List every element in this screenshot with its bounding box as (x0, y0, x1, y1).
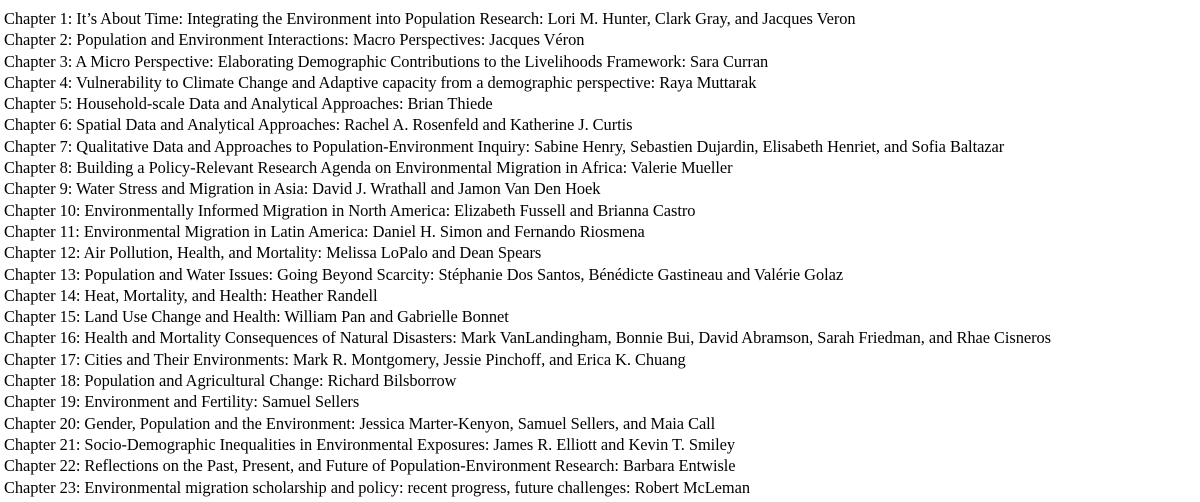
chapter-line-13: Chapter 13: Population and Water Issues: Going Beyond Scarcity: Stéphanie Dos Santos, Bénédicte Gastineau and Valérie Golaz (4, 264, 844, 284)
chapter-line-2: Chapter 2: Population and Environment Interactions: Macro Perspectives: Jacques Véron (4, 30, 585, 50)
chapter-line-18: Chapter 18: Population and Agricultural Change: Richard Bilsborrow (4, 371, 457, 391)
chapter-line-21: Chapter 21: Socio-Demographic Inequalities in Environmental Exposures: James R. Elliott and Kevin T. Smiley (4, 434, 736, 454)
chapter-line-20: Chapter 20: Gender, Population and the Environment: Jessica Marter-Kenyon, Samuel Sellers, and Maia Call (4, 413, 716, 433)
chapter-line-4: Chapter 4: Vulnerability to Climate Change and Adaptive capacity from a demographic perspective: Raya Muttarak (4, 72, 757, 92)
chapter-line-12: Chapter 12: Air Pollution, Health, and Mortality: Melissa LoPalo and Dean Spears (4, 243, 542, 263)
chapter-line-5: Chapter 5: Household-scale Data and Analytical Approaches: Brian Thiede (4, 94, 493, 114)
chapter-line-7: Chapter 7: Qualitative Data and Approaches to Population-Environment Inquiry: Sabine Henry, Sebastien Dujardin, Elisabeth Henriet, and Sofia Baltazar (4, 136, 1005, 156)
chapter-line-8: Chapter 8: Building a Policy-Relevant Research Agenda on Environmental Migration in Africa: Valerie Mueller (4, 158, 733, 178)
chapter-line-6: Chapter 6: Spatial Data and Analytical Approaches: Rachel A. Rosenfeld and Katherine J. Curtis (4, 115, 633, 135)
chapter-line-15: Chapter 15: Land Use Change and Health: William Pan and Gabrielle Bonnet (4, 307, 509, 327)
chapter-line-10: Chapter 10: Environmentally Informed Migration in North America: Elizabeth Fussell and Brianna Castro (4, 200, 696, 220)
chapter-line-17: Chapter 17: Cities and Their Environments: Mark R. Montgomery, Jessie Pinchoff, and Erica K. Chuang (4, 349, 686, 369)
chapter-line-14: Chapter 14: Heat, Mortality, and Health: Heather Randell (4, 285, 378, 305)
chapter-line-11: Chapter 11: Environmental Migration in Latin America: Daniel H. Simon and Fernando Riosmena (4, 221, 645, 241)
chapter-line-16: Chapter 16: Health and Mortality Consequences of Natural Disasters: Mark VanLandingham, Bonnie Bui, David Abramson, Sarah Friedman, and Rhae Cisneros (4, 328, 1051, 348)
chapter-line-19: Chapter 19: Environment and Fertility: Samuel Sellers (4, 392, 360, 412)
chapter-line-1: Chapter 1: It’s About Time: Integrating the Environment into Population Research: Lori M. Hunter, Clark Gray, and Jacques Veron (4, 9, 856, 28)
chapter-line-23: Chapter 23: Environmental migration scholarship and policy: recent progress, future challenges: Robert McLeman (4, 477, 750, 497)
chapter-line-9: Chapter 9: Water Stress and Migration in Asia: David J. Wrathall and Jamon Van Den Hoek (4, 179, 601, 199)
chapter-line-3: Chapter 3: A Micro Perspective: Elaborating Demographic Contributions to the Livelihoods Framework: Sara Curran (4, 51, 769, 71)
chapter-line-22: Chapter 22: Reflections on the Past, Present, and Future of Population-Environment Research: Barbara Entwisle (4, 456, 736, 476)
